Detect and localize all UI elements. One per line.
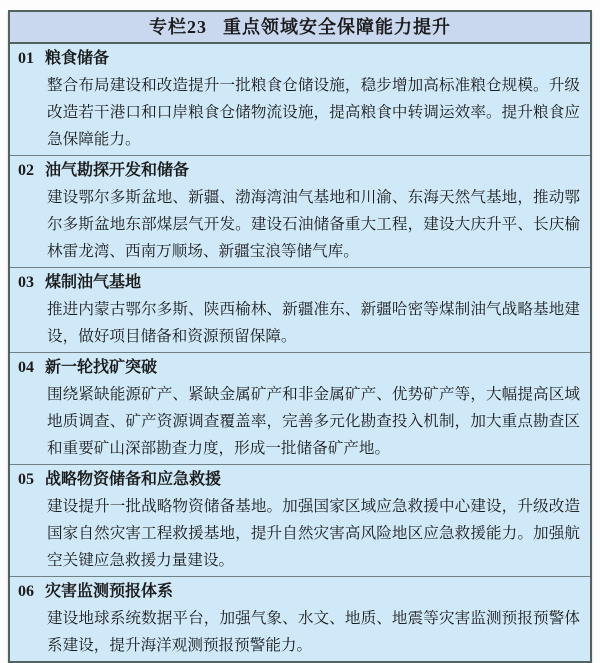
section-heading: 粮食储备 bbox=[45, 50, 110, 67]
section-heading: 新一轮找矿突破 bbox=[45, 359, 158, 376]
section-body: 推进内蒙古鄂尔多斯、陕西榆林、新疆准东、新疆哈密等煤制油气战略基地建设，做好项目储备和资源预留保障。 bbox=[47, 301, 580, 345]
section-number: 02 bbox=[18, 162, 34, 179]
section-heading-row bbox=[10, 354, 590, 381]
section-heading: 油气勘探开发和储备 bbox=[45, 162, 190, 179]
panel-header bbox=[10, 12, 590, 44]
section-oil-gas-exploration bbox=[10, 155, 590, 267]
section-heading-row bbox=[10, 269, 590, 296]
section-heading-row bbox=[10, 45, 590, 72]
section-number: 06 bbox=[18, 583, 34, 600]
section-heading-row bbox=[10, 578, 590, 605]
section-heading-row bbox=[10, 466, 590, 493]
section-body: 围绕紧缺能源矿产、紧缺金属矿产和非金属矿产、优势矿产等，大幅提高区域地质调查、矿产资源调查覆盖率，完善多元化勘查投入机制，加大重点勘查区和重要矿山深部勘查力度，形成一批储备矿产地。 bbox=[47, 386, 580, 457]
section-number: 01 bbox=[18, 50, 34, 67]
section-mineral-exploration bbox=[10, 352, 590, 464]
section-number: 03 bbox=[18, 274, 34, 291]
panel-title-prefix: 专栏23 bbox=[149, 17, 207, 37]
section-heading-row bbox=[10, 157, 590, 184]
section-disaster-monitoring bbox=[10, 576, 590, 661]
section-heading: 灾害监测预报体系 bbox=[45, 583, 174, 600]
section-body: 建设地球系统数据平台，加强气象、水文、地质、地震等灾害监测预报预警体系建设，提升海洋观测预报预警能力。 bbox=[47, 610, 580, 654]
feature-box-panel bbox=[8, 10, 592, 663]
section-coal-to-oil-gas-bases bbox=[10, 267, 590, 352]
section-body: 建设鄂尔多斯盆地、新疆、渤海湾油气基地和川渝、东海天然气基地，推动鄂尔多斯盆地东部煤层气开发。建设石油储备重大工程，建设大庆升平、长庆榆林雷龙湾、西南万顺场、新疆宝浪等储气库。 bbox=[47, 189, 580, 260]
section-strategic-reserves-rescue bbox=[10, 464, 590, 576]
section-body: 建设提升一批战略物资储备基地。加强国家区域应急救援中心建设，升级改造国家自然灾害工程救援基地，提升自然灾害高风险地区应急救援能力。加强航空关键应急救援力量建设。 bbox=[47, 498, 580, 569]
section-grain-reserves bbox=[10, 44, 590, 155]
panel-title-text: 重点领域安全保障能力提升 bbox=[223, 17, 451, 37]
section-body: 整合布局建设和改造提升一批粮食仓储设施，稳步增加高标准粮仓规模。升级改造若干港口和口岸粮食仓储物流设施，提高粮食中转调运效率。提升粮食应急保障能力。 bbox=[47, 77, 580, 148]
section-heading: 煤制油气基地 bbox=[45, 274, 142, 291]
section-number: 05 bbox=[18, 471, 34, 488]
section-number: 04 bbox=[18, 359, 34, 376]
section-heading: 战略物资储备和应急救援 bbox=[45, 471, 222, 488]
